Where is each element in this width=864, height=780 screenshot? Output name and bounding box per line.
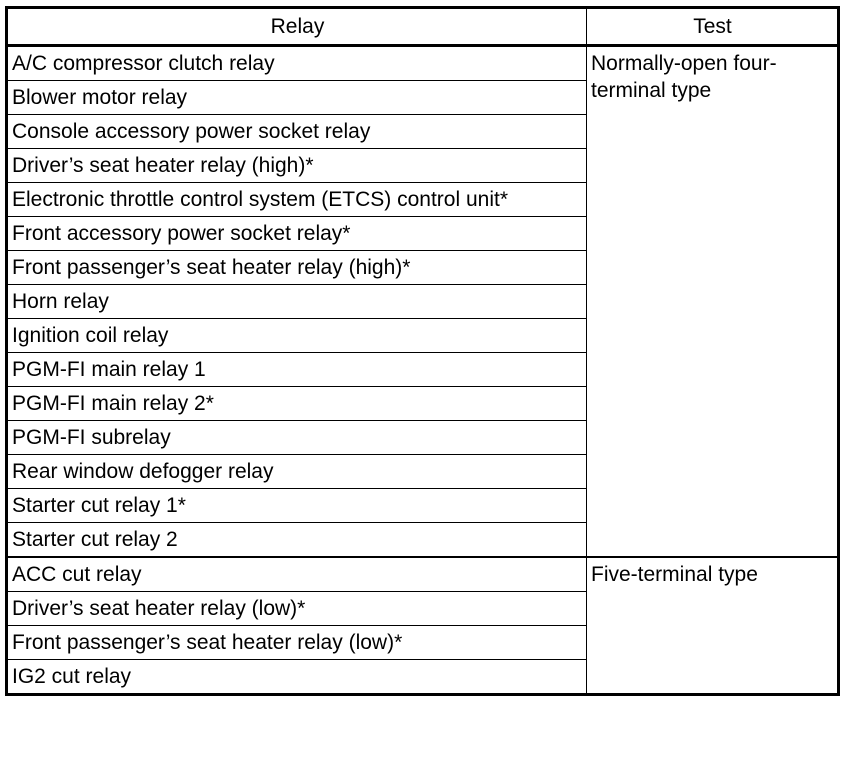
relay-name-cell: PGM-FI subrelay [7,421,587,455]
relay-name-cell: Console accessory power socket relay [7,115,587,149]
relay-name-cell: Blower motor relay [7,81,587,115]
relay-name-cell: Front passenger’s seat heater relay (high)* [7,251,587,285]
relay-name-cell: PGM-FI main relay 2* [7,387,587,421]
column-header-test: Test [587,8,839,46]
column-header-relay: Relay [7,8,587,46]
relay-test-table [5,6,840,696]
relay-name-cell: PGM-FI main relay 1 [7,353,587,387]
table-body [7,46,839,695]
relay-name-cell: Starter cut relay 2 [7,523,587,558]
table-row [7,557,839,592]
relay-name-cell: Rear window defogger relay [7,455,587,489]
test-type-cell: Five-terminal type [587,557,839,695]
table-header-row [7,8,839,46]
test-type-cell: Normally-open four-terminal type [587,46,839,558]
relay-name-cell: Front passenger’s seat heater relay (low)* [7,626,587,660]
relay-name-cell: ACC cut relay [7,557,587,592]
relay-name-cell: Driver’s seat heater relay (low)* [7,592,587,626]
relay-name-cell: Front accessory power socket relay* [7,217,587,251]
relay-name-cell: Horn relay [7,285,587,319]
relay-name-cell: IG2 cut relay [7,660,587,695]
relay-name-cell: A/C compressor clutch relay [7,46,587,81]
relay-name-cell: Starter cut relay 1* [7,489,587,523]
relay-name-cell: Electronic throttle control system (ETCS) control unit* [7,183,587,217]
table-row [7,46,839,81]
relay-name-cell: Ignition coil relay [7,319,587,353]
relay-name-cell: Driver’s seat heater relay (high)* [7,149,587,183]
